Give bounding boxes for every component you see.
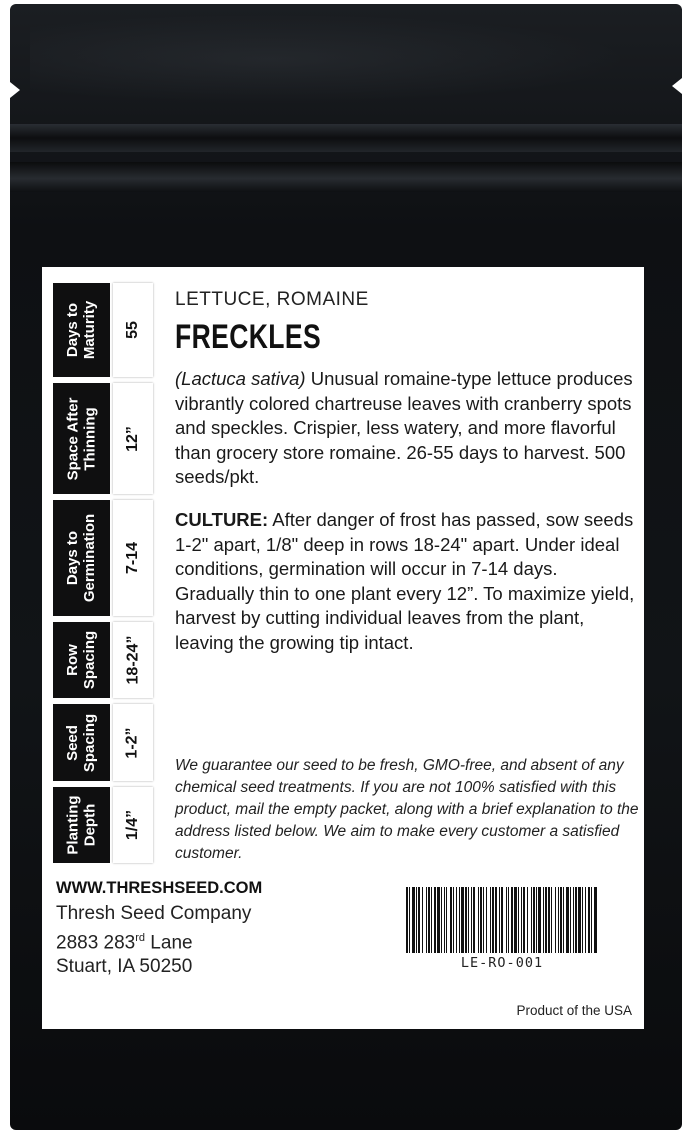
barcode-bar [465, 887, 467, 953]
barcode-bar [422, 887, 423, 953]
barcode-bar [412, 887, 415, 953]
barcode-bar [409, 887, 410, 953]
barcode-number: LE-RO-001 [460, 955, 544, 971]
barcode-bar [406, 887, 408, 953]
barcode-bar [499, 887, 500, 953]
spec-value: 18-24” [124, 635, 142, 685]
description-text: Unusual romaine-type lettuce produces vibrantly colored chartreuse leaves with cranberry spots and speckles. Crispier, less watery, and more flavorful than grocery store romaine. 26-55 days to harvest. 500 seeds/pkt. [175, 368, 633, 487]
spec-label: Planting Depth [64, 795, 99, 855]
spec-label: Row Spacing [64, 630, 99, 690]
tear-notch-right [672, 78, 682, 94]
barcode-bar [434, 887, 436, 953]
culture-text: After danger of frost has passed, sow seeds 1-2" apart, 1/8" deep in rows 18-24" apart. Under ideal conditions, germination will occur in 7-14 days. Gradually thin to one plant every 12”. To maximize yield, harvest by cutting individual leaves from the plant, leaving the growing tip intact. [175, 509, 635, 653]
barcode-bar [594, 887, 597, 953]
barcode-bar [588, 887, 590, 953]
barcode-bar [495, 887, 497, 953]
spec-label: Seed Spacing [64, 713, 99, 772]
barcode-bar [536, 887, 537, 953]
barcode-bar [483, 887, 484, 953]
barcode-bar [538, 887, 541, 953]
barcode-bar [545, 887, 547, 953]
barcode-bar [551, 887, 552, 953]
crop-category: LETTUCE, ROMAINE [175, 289, 369, 310]
spec-value: 12” [123, 425, 141, 452]
spec-planting-depth [53, 787, 153, 863]
barcode-bar [441, 887, 442, 953]
street-number: 2883 283 [56, 932, 136, 954]
barcode-bar [506, 887, 507, 953]
barcode-bar [418, 887, 420, 953]
barcode-bar [416, 887, 417, 953]
spec-seed-spacing [53, 704, 153, 781]
barcode-bar [521, 887, 522, 953]
barcode-bar [508, 887, 509, 953]
barcode-bar [585, 887, 586, 953]
barcode-bar [478, 887, 479, 953]
spec-value: 7-14 [124, 541, 141, 575]
barcode-bar [492, 887, 494, 953]
barcode-bar [490, 887, 491, 953]
culture-heading: CULTURE: [175, 509, 269, 530]
barcode-bar [473, 887, 475, 953]
barcode-bar [450, 887, 452, 953]
barcode-bar [456, 887, 457, 953]
barcode-bar [548, 887, 550, 953]
barcode-bar [480, 887, 482, 953]
spec-label: Days to Maturity [64, 300, 99, 360]
culture-instructions [175, 508, 640, 655]
packet-sheen [30, 14, 630, 104]
barcode-bar [431, 887, 432, 953]
barcode-bar [514, 887, 517, 953]
zipper-track-lower [10, 162, 682, 192]
variety-description [175, 367, 640, 490]
barcode-bar [573, 887, 574, 953]
spec-label: Days to Germination [64, 513, 99, 603]
barcode-bar [560, 887, 562, 953]
barcode-bar [468, 887, 469, 953]
barcode-bar [523, 887, 525, 953]
zipper-track-upper [10, 124, 682, 152]
barcode-bar [578, 887, 581, 953]
barcode-bar [582, 887, 583, 953]
barcode-bar [531, 887, 532, 953]
barcode-bar [527, 887, 528, 953]
company-street [56, 926, 251, 955]
tear-notch-left [10, 82, 20, 98]
barcode-bar [543, 887, 544, 953]
barcode-bar [501, 887, 503, 953]
barcode-bar [570, 887, 571, 953]
product-origin: Product of the USA [516, 1003, 632, 1018]
barcode-bar [461, 887, 464, 953]
barcode-bar [426, 887, 427, 953]
company-address [56, 902, 251, 979]
barcode-bar [511, 887, 513, 953]
company-city: Stuart, IA 50250 [56, 956, 193, 978]
barcode-image [404, 887, 600, 953]
barcode-bar [428, 887, 430, 953]
spec-value: 1-2” [124, 726, 141, 759]
barcode-bar [533, 887, 535, 953]
company-name: Thresh Seed Company [56, 903, 252, 924]
variety-name: FRECKLES [175, 318, 322, 356]
barcode-bar [591, 887, 592, 953]
spec-days-to-germination [53, 500, 153, 616]
barcode-bar [555, 887, 556, 953]
barcode-bar [518, 887, 519, 953]
spec-row-spacing [53, 622, 153, 698]
barcode-bar [566, 887, 569, 953]
spec-label: Space After Thinning [64, 397, 99, 480]
barcode-bar [575, 887, 577, 953]
street-name: Lane [145, 932, 193, 954]
barcode-bar [446, 887, 447, 953]
spec-value: 1/4” [124, 809, 141, 841]
spec-days-to-maturity [53, 283, 153, 377]
barcode-bar [471, 887, 472, 953]
guarantee-text: We guarantee our seed to be fresh, GMO-free, and absent of any chemical seed treatments. If you are not 100% satisfied with this product, mail the empty packet, along with a brief explanation to the address listed below. We aim to make every customer a satisfied customer. [175, 757, 639, 862]
barcode-bar [558, 887, 559, 953]
spec-space-after-thinning [53, 383, 153, 494]
barcode-bar [563, 887, 564, 953]
barcode-bar [444, 887, 445, 953]
barcode-bar [486, 887, 487, 953]
barcode-bar [459, 887, 460, 953]
street-suffix: rd [135, 932, 146, 944]
barcode-bar [453, 887, 454, 953]
barcode-bar [437, 887, 440, 953]
spec-value: 55 [123, 321, 141, 339]
company-website: WWW.THRESHSEED.COM [56, 879, 263, 897]
latin-name: (Lactuca sativa) [175, 368, 306, 389]
